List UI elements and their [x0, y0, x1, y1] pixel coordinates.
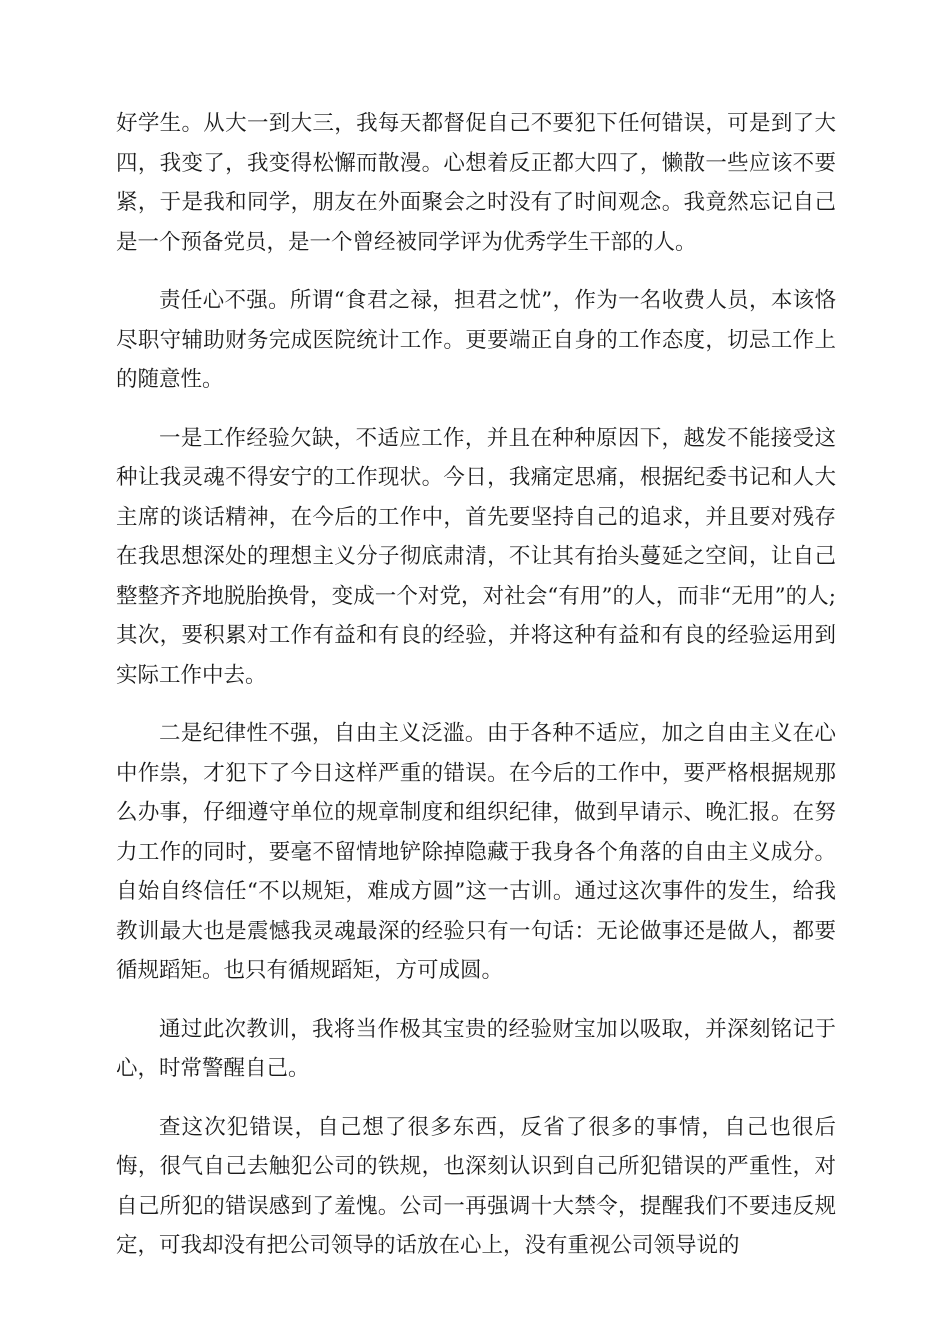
paragraph-5: 通过此次教训，我将当作极其宝贵的经验财宝加以吸取，并深刻铭记于心，时常警醒自己。 — [116, 1016, 836, 1081]
paragraph-4: 二是纪律性不强，自由主义泛滥。由于各种不适应，加之自由主义在心中作祟，才犯下了今日这样严重的错误。在今后的工作中，要严格根据规那么办事，仔细遵守单位的规章制度和组织纪律，做到早请示、晚汇报。在努力工作的同时，要毫不留情地铲除掉隐藏于我身各个角落的自由主义成分。自始自终信任“不以规矩，难成方圆”这一古训。通过这次事件的发生，给我教训最大也是震憾我灵魂最深的经验只有一句话：无论做事还是做人，都要循规蹈矩。也只有循规蹈矩，方可成圆。 — [116, 721, 836, 983]
paragraph-2: 责任心不强。所谓“食君之禄，担君之忧”，作为一名收费人员，本该恪尽职守辅助财务完成医院统计工作。更要端正自身的工作态度，切忌工作上的随意性。 — [116, 288, 836, 392]
paragraph-3: 一是工作经验欠缺，不适应工作，并且在种种原因下，越发不能接受这种让我灵魂不得安宁的工作现状。今日，我痛定思痛，根据纪委书记和人大主席的谈话精神，在今后的工作中，首先要坚持自己的追求，并且要对残存在我思想深处的理想主义分子彻底肃清，不让其有抬头蔓延之空间，让自己整整齐齐地脱胎换骨，变成一个对党，对社会“有用”的人，而非“无用”的人;其次，要积累对工作有益和有良的经验，并将这种有益和有良的经验运用到实际工作中去。 — [116, 425, 836, 688]
paragraph-1: 好学生。从大一到大三，我每天都督促自己不要犯下任何错误，可是到了大四，我变了，我变得松懈而散漫。心想着反正都大四了，懒散一些应该不要紧，于是我和同学，朋友在外面聚会之时没有了时间观念。我竟然忘记自己是一个预备党员，是一个曾经被同学评为优秀学生干部的人。 — [116, 111, 836, 255]
document-page — [116, 104, 836, 1285]
paragraph-6: 查这次犯错误，自己想了很多东西，反省了很多的事情，自己也很后悔，很气自己去触犯公司的铁规，也深刻认识到自己所犯错误的严重性，对自己所犯的错误感到了羞愧。公司一再强调十大禁令，提醒我们不要违反规定，可我却没有把公司领导的话放在心上，没有重视公司领导说的 — [116, 1114, 836, 1258]
